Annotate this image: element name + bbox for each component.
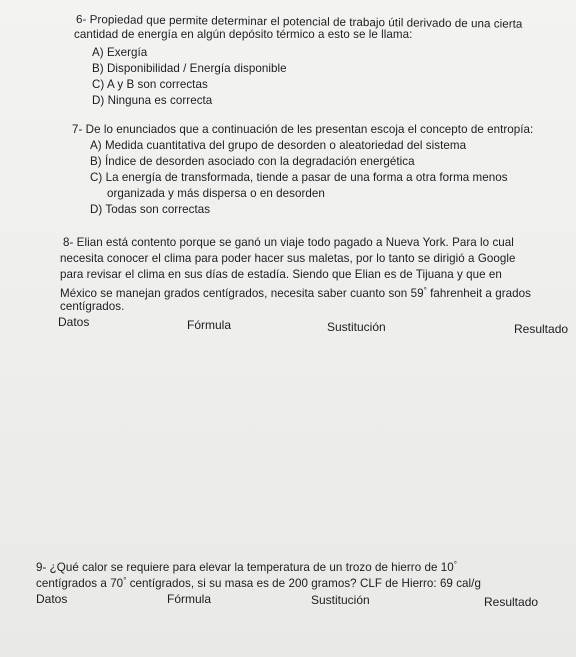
q9-initial-temp-value: 10: [440, 561, 454, 574]
q8-line-4-text-end: fahrenheit a grados: [426, 287, 531, 300]
q7-option-c: C) La energía de transformada, tiende a pasar de una forma a otra forma menos: [90, 171, 508, 184]
q6-option-a: A) Exergía: [92, 46, 148, 59]
q7-option-d: D) Todas son correctas: [90, 203, 211, 216]
q6-option-c: C) A y B son correctas: [92, 78, 208, 91]
q6-line-1: 6- Propiedad que permite determinar el potencial de trabajo útil derivado de una cierta: [75, 13, 523, 31]
q8-line-3: para revisar el clima en sus días de estadía. Siendo que Elian es de Tijuana y que en: [60, 268, 502, 281]
degree-symbol: °: [423, 286, 427, 295]
q8-line-4-text: México se manejan grados centígrados, necesita saber cuanto son: [60, 287, 411, 300]
q6-option-d: D) Ninguna es correcta: [92, 94, 213, 107]
q8-line-1: 8- Elian está contento porque se ganó un viaje todo pagado a Nueva York. Para lo cual: [63, 236, 514, 249]
q7-line-1: 7- De lo enunciados que a continuación de les presentan escoja el concepto de entropía:: [72, 123, 534, 136]
q8-line-2: necesita conocer el clima para poder hacer sus maletas, por lo tanto se dirigió a Google: [60, 252, 516, 265]
q8-header-resultado: Resultado: [514, 322, 569, 336]
q9-header-sustitucion: Sustitución: [311, 593, 370, 607]
q9-line-2: [36, 574, 481, 591]
q9-header-formula: Fórmula: [167, 592, 212, 606]
q8-line-5: centígrados.: [60, 300, 125, 313]
q7-option-b: B) Índice de desorden asociado con la degradación energética: [90, 155, 415, 168]
q9-line-2-text: centígrados a: [36, 577, 111, 590]
degree-symbol: °: [123, 576, 127, 585]
q7-option-a: A) Medida cuantitativa del grupo de desorden o aleatoriedad del sistema: [90, 139, 467, 152]
degree-symbol: °: [453, 560, 457, 569]
q6-option-b: B) Disponibilidad / Energía disponible: [92, 62, 287, 75]
q9-line-1: [36, 558, 457, 575]
q8-header-sustitucion: Sustitución: [327, 320, 386, 334]
q8-header-formula: Fórmula: [187, 318, 232, 332]
q9-line-2-text-end: centígrados, si su masa es de 200 gramos? CLF de Hierro: 69 cal/g: [126, 577, 481, 590]
q9-header-datos: Datos: [36, 592, 68, 606]
q9-header-resultado: Resultado: [484, 595, 539, 609]
q6-line-2: cantidad de energía en algún depósito térmico a esto se le llama:: [74, 28, 413, 41]
q7-option-c-continued: organizada y más dispersa o en desorden: [107, 187, 325, 200]
q9-line-1-text: 9- ¿Qué calor se requiere para elevar la temperatura de un trozo de hierro de: [36, 561, 441, 574]
q8-header-datos: Datos: [58, 315, 90, 329]
q9-final-temp-value: 70: [110, 577, 124, 590]
q8-line-4: [60, 284, 531, 301]
q8-fahrenheit-value: 59: [410, 287, 424, 300]
